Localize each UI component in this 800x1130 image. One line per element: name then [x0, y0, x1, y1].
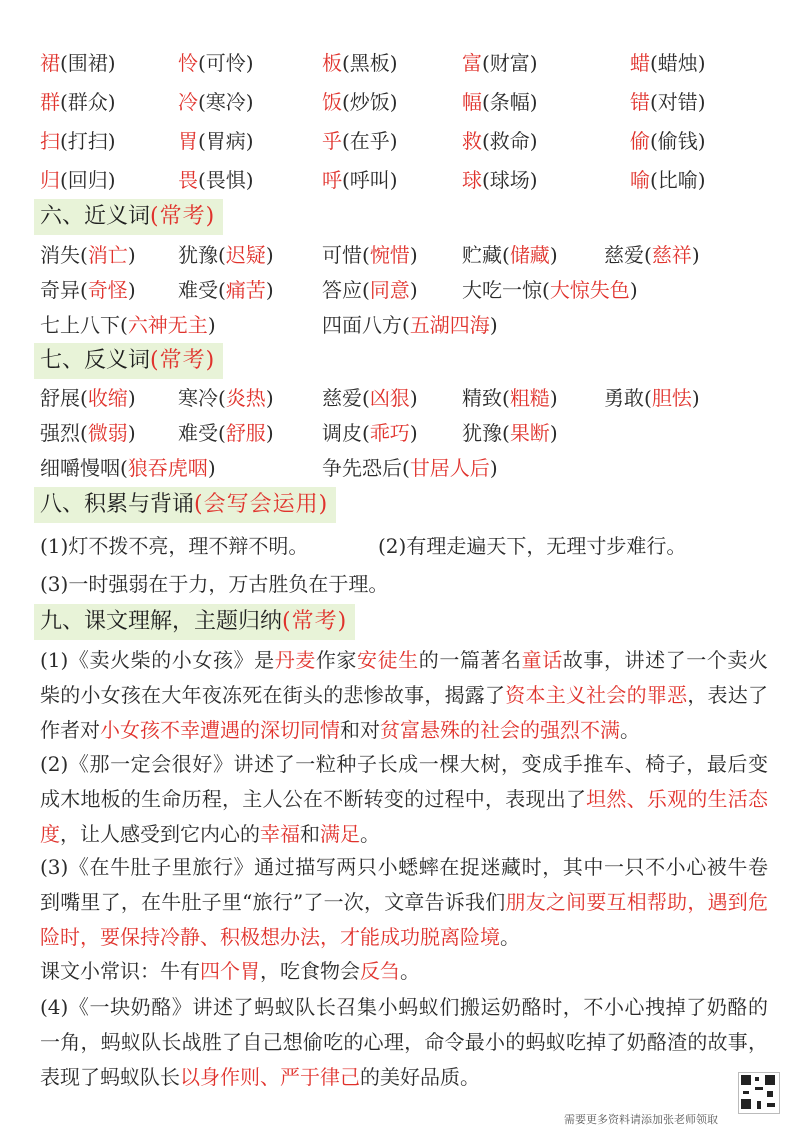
antonym-pair: 犹豫(果断) — [462, 421, 558, 445]
antonym-row — [40, 380, 770, 416]
recite-item: (3)一时强弱在于力，万古胜负在于理。 — [40, 572, 389, 596]
char: 错 — [630, 90, 650, 114]
char: 胃 — [178, 129, 198, 153]
char-row — [40, 45, 770, 81]
char: 归 — [40, 168, 60, 192]
antonym-pair: 调皮(乖巧) — [322, 421, 418, 445]
char: 板 — [322, 51, 342, 75]
char-word: (黑板) — [342, 51, 398, 75]
synonym-pair: 奇异(奇怪) — [40, 278, 136, 302]
antonym-pair: 慈爱(凶狠) — [322, 386, 418, 410]
antonym-pair: 精致(粗糙) — [462, 386, 558, 410]
char: 裙 — [40, 51, 60, 75]
char: 幅 — [462, 90, 482, 114]
section-tag: (常考) — [150, 204, 216, 229]
antonym-pair: 难受(舒服) — [178, 421, 274, 445]
synonym-pair: 四面八方(五湖四海) — [322, 313, 498, 337]
char-row — [40, 123, 770, 159]
char-word: (在乎) — [342, 129, 398, 153]
section-heading-comprehension — [34, 604, 355, 640]
char-word: (胃病) — [198, 129, 254, 153]
synonym-pair: 大吃一惊(大惊失色) — [462, 278, 638, 302]
char-word: (呼叫) — [342, 168, 398, 192]
paragraph-piece-of-cheese: (4)《一块奶酪》讲述了蚂蚁队长召集小蚂蚁们搬运奶酪时，不小心拽掉了奶酪的一角，蚂蚁队长战胜了自己想偷吃的心理，命令最小的蚂蚁吃掉了奶酪渣的故事，表现了蚂蚁队长以身作则、严于律己的美好品质。 — [40, 995, 768, 1089]
synonym-pair: 难受(痛苦) — [178, 278, 274, 302]
char: 富 — [462, 51, 482, 75]
paragraph-that-will-be-good: (2)《那一定会很好》讲述了一粒种子长成一棵大树，变成手推车、椅子，最后变成木地板的生命历程，主人公在不断转变的过程中，表现出了坦然、乐观的生活态度，让人感受到它内心的幸福和满足。 — [40, 752, 769, 846]
char: 怜 — [178, 51, 198, 75]
char: 救 — [462, 129, 482, 153]
antonym-pair: 勇敢(胆怯) — [604, 386, 700, 410]
synonym-pair: 七上八下(六神无主) — [40, 313, 216, 337]
section-heading-antonyms — [34, 343, 223, 379]
synonym-pair: 慈爱(慈祥) — [604, 243, 700, 267]
section-heading-synonyms — [34, 199, 223, 235]
char: 群 — [40, 90, 60, 114]
char-word: (炒饭) — [342, 90, 398, 114]
char: 扫 — [40, 129, 60, 153]
char: 蜡 — [630, 51, 650, 75]
footer-contact-text: 需要更多资料请添加张老师领取 — [564, 1113, 718, 1126]
char: 乎 — [322, 129, 342, 153]
char-word: (救命) — [482, 129, 538, 153]
char-word: (打扫) — [60, 129, 116, 153]
char-word: (条幅) — [482, 90, 538, 114]
char-word: (围裙) — [60, 51, 116, 75]
recite-row — [40, 528, 770, 564]
recite-row — [40, 566, 770, 602]
text-trivia-note: 课文小常识：牛有四个胃，吃食物会反刍。 — [40, 959, 420, 983]
char-row — [40, 84, 770, 120]
paragraph-matchgirl: (1)《卖火柴的小女孩》是丹麦作家安徒生的一篇著名童话故事，讲述了一个卖火柴的小女孩在大年夜冻死在街头的悲惨故事，揭露了资本主义社会的罪恶，表达了作者对小女孩不幸遭遇的深切同情和对贫富悬殊的社会的强烈不满。 — [40, 648, 769, 742]
synonym-pair: 消失(消亡) — [40, 243, 136, 267]
char-word: (财富) — [482, 51, 538, 75]
char: 偷 — [630, 129, 650, 153]
char: 球 — [462, 168, 482, 192]
section-tag: (常考) — [150, 348, 216, 373]
antonym-pair: 争先恐后(甘居人后) — [322, 456, 498, 480]
section-tag: (会写会运用) — [194, 492, 329, 517]
synonym-row — [40, 307, 770, 343]
char-row — [40, 162, 770, 198]
char-word: (比喻) — [650, 168, 706, 192]
antonym-pair: 舒展(收缩) — [40, 386, 136, 410]
char-word: (偷钱) — [650, 129, 706, 153]
synonym-pair: 犹豫(迟疑) — [178, 243, 274, 267]
synonym-row — [40, 272, 770, 308]
section-title: 八、积累与背诵 — [40, 492, 195, 517]
section-title: 九、课文理解，主题归纳 — [40, 609, 283, 634]
char-word: (蜡烛) — [650, 51, 706, 75]
section-title: 七、反义词 — [40, 348, 151, 373]
antonym-pair: 细嚼慢咽(狼吞虎咽) — [40, 456, 216, 480]
char: 畏 — [178, 168, 198, 192]
recite-item: (2)有理走遍天下，无理寸步难行。 — [378, 534, 687, 558]
char-word: (球场) — [482, 168, 538, 192]
antonym-row — [40, 450, 770, 486]
char: 喻 — [630, 168, 650, 192]
char: 冷 — [178, 90, 198, 114]
section-heading-recitation — [34, 487, 336, 523]
char-word: (回归) — [60, 168, 116, 192]
antonym-row — [40, 415, 770, 451]
char-word: (群众) — [60, 90, 116, 114]
antonym-pair: 寒冷(炎热) — [178, 386, 274, 410]
char-word: (畏惧) — [198, 168, 254, 192]
section-tag: (常考) — [282, 609, 348, 634]
char: 呼 — [322, 168, 342, 192]
synonym-pair: 答应(同意) — [322, 278, 418, 302]
qr-code-icon — [738, 1072, 780, 1114]
synonym-pair: 可惜(惋惜) — [322, 243, 418, 267]
char-word: (寒冷) — [198, 90, 254, 114]
char-word: (对错) — [650, 90, 706, 114]
paragraph-cow-stomach: (3)《在牛肚子里旅行》通过描写两只小蟋蟀在捉迷藏时，其中一只不小心被牛卷到嘴里了，在牛肚子里“旅行”了一次，文章告诉我们朋友之间要互相帮助，遇到危险时，要保持冷静、积极想办法，才能成功脱离险境。 — [40, 855, 769, 949]
recite-item: (1)灯不拨不亮，理不辩不明。 — [40, 534, 309, 558]
section-title: 六、近义词 — [40, 204, 151, 229]
char-word: (可怜) — [198, 51, 254, 75]
char: 饭 — [322, 90, 342, 114]
synonym-row — [40, 237, 770, 273]
antonym-pair: 强烈(微弱) — [40, 421, 136, 445]
synonym-pair: 贮藏(储藏) — [462, 243, 558, 267]
